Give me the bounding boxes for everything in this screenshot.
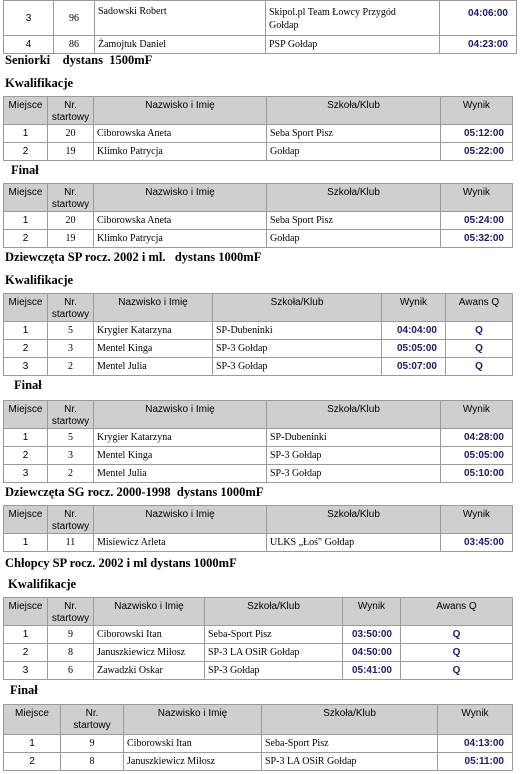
table-row bbox=[4, 125, 513, 143]
club-cell: Seba Sport Pisz bbox=[267, 125, 441, 143]
start-number-cell: 9 bbox=[48, 626, 94, 644]
col-nr-header bbox=[48, 401, 94, 429]
result-cell: 04:23:00 bbox=[440, 36, 517, 54]
place-cell: 3 bbox=[4, 465, 48, 483]
col-nr-header bbox=[61, 705, 124, 735]
result-cell: 04:50:00 bbox=[343, 644, 401, 662]
name-cell: Mentel Kinga bbox=[94, 340, 213, 358]
table-row bbox=[4, 212, 513, 230]
start-number-cell: 11 bbox=[48, 534, 94, 552]
name-cell: Zawadzki Oskar bbox=[94, 662, 205, 680]
table-header-row bbox=[4, 506, 513, 534]
place-cell: 1 bbox=[4, 322, 48, 340]
col-nr-header bbox=[48, 598, 94, 626]
section-title-girls-sp: Dziewczęta SP rocz. 2002 i ml. dystans 1000mF bbox=[5, 250, 262, 264]
seniorki-final-table bbox=[3, 183, 513, 248]
col-result-header: Wynik bbox=[343, 598, 401, 626]
start-number-cell: 5 bbox=[48, 429, 94, 447]
nr-label: Nr. bbox=[64, 601, 77, 612]
place-cell: 2 bbox=[4, 447, 48, 465]
startowy-label: startowy bbox=[51, 112, 90, 123]
table-header-row bbox=[4, 598, 513, 626]
result-cell: 05:22:00 bbox=[441, 143, 513, 161]
start-number-cell: 86 bbox=[54, 36, 95, 54]
table-row bbox=[4, 626, 513, 644]
place-cell: 1 bbox=[4, 125, 48, 143]
nr-label: Nr. bbox=[64, 187, 77, 198]
table-row bbox=[4, 735, 513, 753]
result-cell: 04:06:00 bbox=[440, 1, 517, 36]
table-header-row bbox=[4, 97, 513, 125]
name-cell: Krygier Katarzyna bbox=[94, 429, 267, 447]
girls-sg-table bbox=[3, 505, 513, 552]
start-number-cell: 5 bbox=[48, 322, 94, 340]
club-cell: ULKS „Łoś" Gołdap bbox=[267, 534, 441, 552]
club-cell bbox=[266, 1, 440, 36]
start-number-cell: 3 bbox=[48, 340, 94, 358]
club-cell: Seba-Sport Pisz bbox=[262, 735, 438, 753]
col-name-header: Nazwisko i Imię bbox=[94, 97, 267, 125]
final-title: Finał bbox=[11, 163, 39, 177]
result-cell: 03:50:00 bbox=[343, 626, 401, 644]
girls-sp-final-table bbox=[3, 400, 513, 483]
qualification-title: Kwalifikacje bbox=[8, 577, 77, 591]
startowy-label: startowy bbox=[51, 199, 90, 210]
col-result-header: Wynik bbox=[441, 184, 513, 212]
club-cell: Gołdap bbox=[267, 143, 441, 161]
name-cell: Klimko Patrycja bbox=[94, 143, 267, 161]
advance-cell: Q bbox=[401, 626, 513, 644]
boys-sp-qualification-table bbox=[3, 597, 513, 680]
club-cell: Gołdap bbox=[267, 230, 441, 248]
name-cell: Klimko Patrycja bbox=[94, 230, 267, 248]
club-cell: SP-3 Gołdap bbox=[213, 358, 382, 376]
club-cell: SP-3 Gołdap bbox=[267, 447, 441, 465]
col-result-header: Wynik bbox=[441, 401, 513, 429]
table-row bbox=[4, 534, 513, 552]
result-cell: 05:05:00 bbox=[441, 447, 513, 465]
advance-cell: Q bbox=[401, 662, 513, 680]
start-number-cell: 8 bbox=[61, 753, 124, 771]
result-cell: 05:32:00 bbox=[441, 230, 513, 248]
club-cell: SP-3 LA OSiR Gołdap bbox=[205, 644, 343, 662]
girls-sp-qualification-table bbox=[3, 293, 513, 376]
table-row bbox=[4, 143, 513, 161]
startowy-label: startowy bbox=[51, 613, 90, 624]
table-row bbox=[4, 340, 513, 358]
place-cell: 2 bbox=[4, 644, 48, 662]
col-club-header: Szkoła/Klub bbox=[267, 401, 441, 429]
result-cell: 04:13:00 bbox=[438, 735, 513, 753]
col-result-header: Wynik bbox=[382, 294, 446, 322]
place-cell: 3 bbox=[4, 358, 48, 376]
name-cell: Mentel Kinga bbox=[94, 447, 267, 465]
boys-sp-final-table bbox=[3, 704, 513, 771]
col-result-header: Wynik bbox=[441, 506, 513, 534]
table-row bbox=[4, 447, 513, 465]
club-cell: SP-Dubeninki bbox=[267, 429, 441, 447]
table-header-row bbox=[4, 705, 513, 735]
name-cell: Mentel Julia bbox=[94, 465, 267, 483]
col-advance-header: Awans Q bbox=[446, 294, 513, 322]
start-number-cell: 20 bbox=[48, 125, 94, 143]
final-title: Finał bbox=[14, 378, 42, 392]
startowy-label: startowy bbox=[51, 521, 90, 532]
club-line: Gołdap bbox=[269, 20, 299, 31]
col-place-header: Miejsce bbox=[4, 294, 48, 322]
col-name-header: Nazwisko i Imię bbox=[94, 598, 205, 626]
col-club-header: Szkoła/Klub bbox=[205, 598, 343, 626]
name-cell: Ciborowski Itan bbox=[94, 626, 205, 644]
table-row bbox=[4, 753, 513, 771]
name-cell: Ciborowska Aneta bbox=[94, 125, 267, 143]
club-cell: SP-3 Gołdap bbox=[267, 465, 441, 483]
place-cell: 1 bbox=[4, 212, 48, 230]
result-cell: 05:41:00 bbox=[343, 662, 401, 680]
club-line: Skipol.pl Team Łowcy Przygód bbox=[269, 7, 396, 18]
table-row bbox=[4, 662, 513, 680]
name-cell: Ciborowski Itan bbox=[124, 735, 262, 753]
col-nr-header bbox=[48, 506, 94, 534]
start-number-cell: 2 bbox=[48, 358, 94, 376]
col-place-header: Miejsce bbox=[4, 97, 48, 125]
nr-label: Nr. bbox=[64, 509, 77, 520]
col-place-header: Miejsce bbox=[4, 401, 48, 429]
col-name-header: Nazwisko i Imię bbox=[94, 506, 267, 534]
place-cell: 3 bbox=[4, 1, 54, 36]
start-number-cell: 3 bbox=[48, 447, 94, 465]
place-cell: 2 bbox=[4, 143, 48, 161]
col-place-header: Miejsce bbox=[4, 705, 61, 735]
result-cell: 03:45:00 bbox=[441, 534, 513, 552]
col-club-header: Szkoła/Klub bbox=[267, 184, 441, 212]
col-place-header: Miejsce bbox=[4, 184, 48, 212]
table-header-row bbox=[4, 294, 513, 322]
col-place-header: Miejsce bbox=[4, 598, 48, 626]
place-cell: 1 bbox=[4, 534, 48, 552]
col-club-header: Szkoła/Klub bbox=[262, 705, 438, 735]
col-place-header: Miejsce bbox=[4, 506, 48, 534]
club-cell: Seba Sport Pisz bbox=[267, 212, 441, 230]
col-nr-header bbox=[48, 184, 94, 212]
name-cell: Januszkiewicz Miłosz bbox=[124, 753, 262, 771]
club-cell: SP-3 Gołdap bbox=[205, 662, 343, 680]
name-cell: Krygier Katarzyna bbox=[94, 322, 213, 340]
start-number-cell: 20 bbox=[48, 212, 94, 230]
place-cell: 2 bbox=[4, 230, 48, 248]
table-header-row bbox=[4, 401, 513, 429]
name-cell: Januszkiewicz Miłosz bbox=[94, 644, 205, 662]
start-number-cell: 6 bbox=[48, 662, 94, 680]
qualification-title: Kwalifikacje bbox=[5, 76, 74, 90]
result-cell: 05:24:00 bbox=[441, 212, 513, 230]
result-cell: 05:12:00 bbox=[441, 125, 513, 143]
advance-cell: Q bbox=[446, 358, 513, 376]
table-row bbox=[4, 322, 513, 340]
col-result-header: Wynik bbox=[441, 97, 513, 125]
col-advance-header: Awans Q bbox=[401, 598, 513, 626]
col-name-header: Nazwisko i Imię bbox=[124, 705, 262, 735]
start-number-cell: 96 bbox=[54, 1, 95, 36]
name-cell: Ciborowska Aneta bbox=[94, 212, 267, 230]
start-number-cell: 19 bbox=[48, 230, 94, 248]
name-cell: Misiewicz Arleta bbox=[94, 534, 267, 552]
col-name-header: Nazwisko i Imię bbox=[94, 294, 213, 322]
name-cell: Żamojtuk Daniel bbox=[95, 36, 266, 54]
col-name-header: Nazwisko i Imię bbox=[94, 401, 267, 429]
result-cell: 04:28:00 bbox=[441, 429, 513, 447]
place-cell: 1 bbox=[4, 735, 61, 753]
table-row bbox=[4, 358, 513, 376]
col-nr-header bbox=[48, 294, 94, 322]
results-table-previous bbox=[3, 0, 517, 54]
section-title-boys-sp: Chłopcy SP rocz. 2002 i ml dystans 1000mF bbox=[5, 556, 237, 570]
col-name-header: Nazwisko i Imię bbox=[94, 184, 267, 212]
name-cell: Sadowski Robert bbox=[95, 1, 266, 36]
table-row bbox=[4, 429, 513, 447]
advance-cell: Q bbox=[401, 644, 513, 662]
col-club-header: Szkoła/Klub bbox=[267, 97, 441, 125]
table-row bbox=[4, 644, 513, 662]
club-cell: SP-3 Gołdap bbox=[213, 340, 382, 358]
club-cell: SP-3 LA OSiR Gołdap bbox=[262, 753, 438, 771]
table-header-row bbox=[4, 184, 513, 212]
start-number-cell: 8 bbox=[48, 644, 94, 662]
result-cell: 05:05:00 bbox=[382, 340, 446, 358]
place-cell: 2 bbox=[4, 340, 48, 358]
qualification-title: Kwalifikacje bbox=[5, 273, 74, 287]
club-cell: Seba-Sport Pisz bbox=[205, 626, 343, 644]
table-row bbox=[4, 1, 517, 36]
nr-label: Nr. bbox=[64, 297, 77, 308]
place-cell: 4 bbox=[4, 36, 54, 54]
result-cell: 05:10:00 bbox=[441, 465, 513, 483]
place-cell: 1 bbox=[4, 429, 48, 447]
col-club-header: Szkoła/Klub bbox=[213, 294, 382, 322]
col-club-header: Szkoła/Klub bbox=[267, 506, 441, 534]
col-result-header: Wynik bbox=[438, 705, 513, 735]
club-cell: PSP Gołdap bbox=[266, 36, 440, 54]
table-row bbox=[4, 230, 513, 248]
startowy-label: startowy bbox=[51, 309, 90, 320]
club-cell: SP-Dubeninki bbox=[213, 322, 382, 340]
result-cell: 05:07:00 bbox=[382, 358, 446, 376]
seniorki-qualification-table bbox=[3, 96, 513, 161]
start-number-cell: 19 bbox=[48, 143, 94, 161]
name-cell: Mentel Julia bbox=[94, 358, 213, 376]
final-title: Finał bbox=[10, 683, 38, 697]
advance-cell: Q bbox=[446, 340, 513, 358]
start-number-cell: 9 bbox=[61, 735, 124, 753]
advance-cell: Q bbox=[446, 322, 513, 340]
result-cell: 04:04:00 bbox=[382, 322, 446, 340]
section-title-girls-sg: Dziewczęta SG rocz. 2000-1998 dystans 1000mF bbox=[5, 485, 264, 499]
table-row bbox=[4, 36, 517, 54]
nr-label: Nr. bbox=[64, 404, 77, 415]
col-nr-header bbox=[48, 97, 94, 125]
place-cell: 1 bbox=[4, 626, 48, 644]
table-row bbox=[4, 465, 513, 483]
place-cell: 2 bbox=[4, 753, 61, 771]
start-number-cell: 2 bbox=[48, 465, 94, 483]
nr-label: Nr. bbox=[64, 100, 77, 111]
nr-label: Nr. bbox=[85, 708, 99, 719]
place-cell: 3 bbox=[4, 662, 48, 680]
startowy-label: startowy bbox=[73, 720, 111, 731]
section-title-seniorki: Seniorki dystans 1500mF bbox=[5, 53, 153, 67]
startowy-label: startowy bbox=[51, 416, 90, 427]
result-cell: 05:11:00 bbox=[438, 753, 513, 771]
